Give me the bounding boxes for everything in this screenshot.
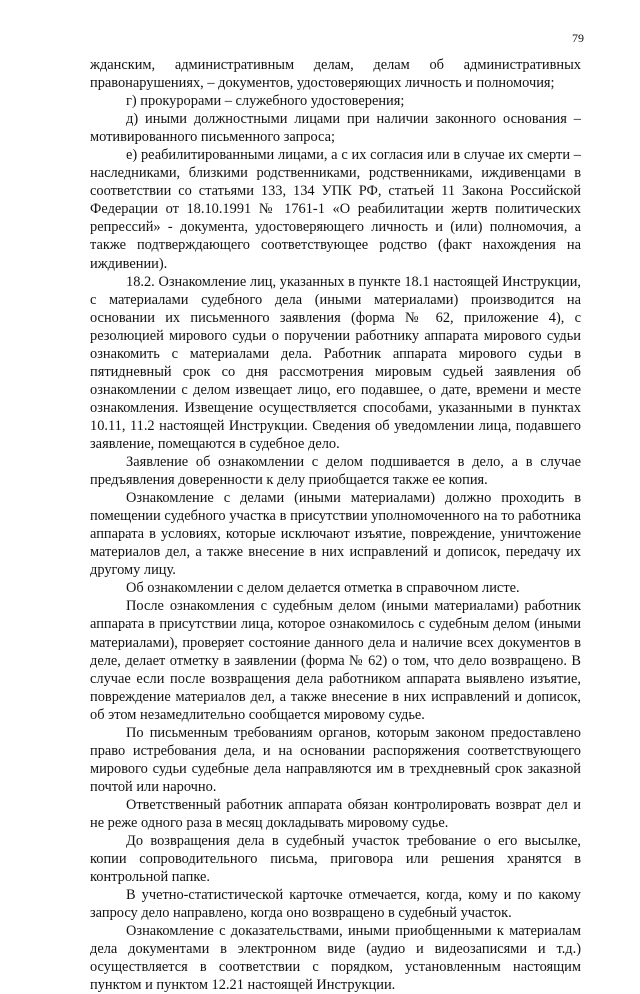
paragraph: Ответственный работник аппарата обязан контролировать возврат дел и не реже одного раза в месяц докладывать мировому судье. bbox=[90, 796, 581, 831]
paragraph-item-g: г) прокурорами – служебного удостоверения; bbox=[126, 93, 405, 110]
paragraph: До возвращения дела в судебный участок требование о его высылке, копии сопроводительного письма, приговора или решения хранятся в контрольной папке. bbox=[90, 833, 581, 886]
paragraph-item-e: е) реабилитированными лицами, а с их согласия или в случае их смерти – наследниками, близкими родственниками, родственниками, иждивенцами в соответствии со статьями 133, 134 УПК РФ, статьей 11 Закона Российской Федерации от 18.10.1991 № 1761-1 «О реабилитации жертв политических репрессий» - документа, удостоверяющего личность и (или) полномочия, а также подтверждающего соответствующее родство (факт нахождения на иждивении). bbox=[90, 147, 581, 272]
paragraph-item-d: д) иными должностными лицами при наличии законного основания – мотивированного письменного запроса; bbox=[90, 111, 581, 146]
body-text bbox=[90, 56, 581, 994]
paragraph: После ознакомления с судебным делом (иными материалами) работник аппарата в присутствии лица, которое ознакомилось с судебным делом (иными материалами), проверяет состояние данного дела и наличие всех документов в деле, делает отметку в заявлении (форма № 62) о том, что дело возвращено. В случае если после возвращения дела работником аппарата выявлено изъятие, повреждение материалов дел, а также внесение в них исправлений и дописок, об этом незамедлительно сообщается мировому судье. bbox=[90, 598, 581, 723]
paragraph: Ознакомление с доказательствами, иными приобщенными к материалам дела документами в электронном виде (аудио и видеозаписями и т.д.) осуществляется в соответствии с порядком, установленным настоящим пунктом и пунктом 12.21 настоящей Инструкции. bbox=[90, 923, 581, 994]
paragraph-18-2: 18.2. Ознакомление лиц, указанных в пункте 18.1 настоящей Инструкции, с материалами судебного дела (иными материалами) производится на основании их письменного заявления (форма № 62, приложение 4), с резолюцией мирового судьи о поручении работнику аппарата мирового судьи ознакомить с материалами дела. Работник аппарата мирового судьи в пятидневный срок со дня рассмотрения мировым судьей заявления об ознакомлении с делом извещает лицо, его подавшее, о дате, времени и месте ознакомления. Извещение осуществляется способами, указанными в пунктах 10.11, 11.2 настоящей Инструкции. Сведения об уведомлении лица, подавшего заявление, помещаются в судебное дело. bbox=[90, 273, 581, 452]
paragraph: В учетно-статистической карточке отмечается, когда, кому и по какому запросу дело направлено, когда оно возвращено в судебный участок. bbox=[90, 887, 581, 922]
paragraph: Заявление об ознакомлении с делом подшивается в дело, а в случае предъявления доверенности к делу приобщается также ее копия. bbox=[90, 454, 581, 489]
page-number: 79 bbox=[572, 31, 584, 45]
paragraph-continuation: жданским, административным делам, делам об административных правонарушениях, – документов, удостоверяющих личность и полномочия; bbox=[90, 57, 581, 92]
paragraph: По письменным требованиям органов, которым законом предоставлено право истребования дела, и на основании распоряжения соответствующего мирового судьи судебные дела направляются им в трехдневный срок заказной почтой или нарочно. bbox=[90, 724, 581, 795]
paragraph: Ознакомление с делами (иными материалами) должно проходить в помещении судебного участка в присутствии уполномоченного на то работника аппарата в условиях, которые исключают изъятие, повреждение, уничтожение материалов дел, а также внесение в них исправлений и дописок, передачу их другому лицу. bbox=[90, 490, 581, 579]
paragraph: Об ознакомлении с делом делается отметка в справочном листе. bbox=[126, 580, 520, 597]
